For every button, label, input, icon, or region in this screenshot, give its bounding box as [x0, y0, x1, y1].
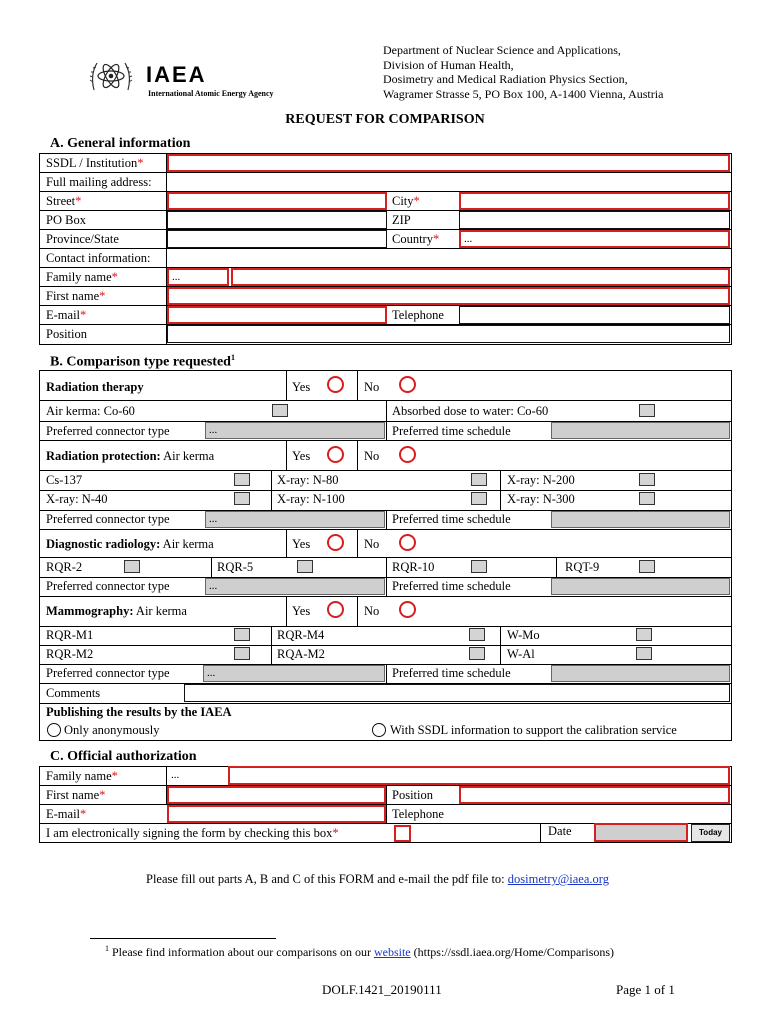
rp-connector-select[interactable]: ...: [205, 511, 385, 528]
mg-connector-select[interactable]: ...: [203, 665, 385, 682]
atom-emblem-icon: [88, 52, 134, 98]
family-name-field[interactable]: [231, 268, 730, 286]
footnote: $^1$ Please find information about our comparisons on our website (https://ssdl.iaea.org/Home/Comparisons): [105, 944, 615, 959]
address-line: Department of Nuclear Science and Applications,: [383, 43, 621, 57]
city-label: City*: [392, 194, 420, 208]
rt-no-radio[interactable]: [399, 376, 416, 393]
c-position-field[interactable]: [459, 786, 730, 804]
dr-rqt9-checkbox[interactable]: [639, 560, 655, 573]
comments-label: Comments: [46, 686, 101, 700]
po-box-field[interactable]: [167, 211, 387, 229]
diagnostic-title: Diagnostic radiology: Air kerma: [46, 537, 214, 551]
c-telephone-label: Telephone: [392, 807, 444, 821]
c-family-name-field[interactable]: [228, 766, 730, 785]
publish-anonymous-label: Only anonymously: [64, 723, 160, 737]
contact-email-link[interactable]: dosimetry@iaea.org: [507, 872, 609, 886]
header-address: [383, 43, 663, 101]
publish-with-ssdl-label: With SSDL information to support the calibration service: [390, 723, 677, 737]
dr-no-radio[interactable]: [399, 534, 416, 551]
first-name-label: First name*: [46, 289, 106, 303]
page-title: REQUEST FOR COMPARISON: [285, 112, 485, 127]
province-field[interactable]: [167, 230, 387, 248]
rt-no-label: No: [364, 380, 380, 394]
title-select[interactable]: ...: [167, 268, 229, 286]
family-name-label: Family name*: [46, 270, 118, 284]
mg-yes-radio[interactable]: [327, 601, 344, 618]
street-field[interactable]: [167, 192, 387, 210]
publish-anonymous-radio[interactable]: [47, 723, 61, 737]
rt-item2-label: Absorbed dose to water: Co-60: [392, 404, 549, 418]
publishing-title: Publishing the results by the IAEA: [46, 705, 232, 719]
rt-yes-label: Yes: [292, 380, 311, 394]
rt-item1-checkbox[interactable]: [272, 404, 288, 417]
rp-no-radio[interactable]: [399, 446, 416, 463]
logo-wordmark: IAEA: [146, 62, 207, 87]
dr-rqr5-label: RQR-5: [217, 560, 254, 574]
mg-wal-label: W-Al: [507, 647, 535, 661]
c-title-select[interactable]: ...: [167, 767, 227, 785]
zip-field[interactable]: [459, 211, 730, 229]
rt-time-label: Preferred time schedule: [392, 424, 511, 438]
mg-time-field[interactable]: [551, 665, 730, 682]
mg-rqrm4-checkbox[interactable]: [469, 628, 485, 641]
dr-yes-radio[interactable]: [327, 534, 344, 551]
position-label: Position: [46, 327, 87, 341]
po-box-label: PO Box: [46, 213, 86, 227]
rt-yes-radio[interactable]: [327, 376, 344, 393]
page-number: Page 1 of 1: [616, 982, 675, 997]
dr-rqr2-checkbox[interactable]: [124, 560, 140, 573]
dr-rqr10-checkbox[interactable]: [471, 560, 487, 573]
dr-connector-label: Preferred connector type: [46, 579, 170, 593]
mg-no-label: No: [364, 604, 380, 618]
rp-n300-label: X-ray: N-300: [507, 492, 575, 506]
rp-n100-label: X-ray: N-100: [277, 492, 345, 506]
section-c-title: C. Official authorization: [50, 749, 197, 764]
province-label: Province/State: [46, 232, 119, 246]
rp-n300-checkbox[interactable]: [639, 492, 655, 505]
agency-name: International Atomic Energy Agency: [148, 89, 274, 98]
street-label: Street*: [46, 194, 82, 208]
mg-time-label: Preferred time schedule: [392, 666, 511, 680]
full-mailing-label: Full mailing address:: [46, 175, 152, 189]
mg-rqrm2-checkbox[interactable]: [234, 647, 250, 660]
telephone-field[interactable]: [459, 306, 730, 324]
dr-connector-select[interactable]: ...: [205, 578, 385, 595]
mg-no-radio[interactable]: [399, 601, 416, 618]
telephone-label: Telephone: [392, 308, 444, 322]
mg-wmo-checkbox[interactable]: [636, 628, 652, 641]
iaea-logo: [88, 52, 298, 102]
mg-wal-checkbox[interactable]: [636, 647, 652, 660]
comments-field[interactable]: [184, 684, 730, 702]
radiation-therapy-title: Radiation therapy: [46, 380, 144, 394]
mg-rqrm1-checkbox[interactable]: [234, 628, 250, 641]
address-line: Wagramer Strasse 5, PO Box 100, A-1400 Vienna, Austria: [383, 86, 664, 101]
ssdl-institution-field[interactable]: [167, 154, 730, 172]
document-id: DOLF.1421_20190111: [322, 982, 442, 997]
date-field[interactable]: [594, 823, 688, 842]
c-first-name-field[interactable]: [167, 786, 386, 804]
c-email-label: E-mail*: [46, 807, 87, 821]
mg-wmo-label: W-Mo: [507, 628, 540, 642]
signing-label: I am electronically signing the form by checking this box*: [46, 826, 339, 840]
ssdl-label: SSDL / Institution*: [46, 156, 144, 170]
first-name-field[interactable]: [167, 287, 730, 305]
rt-item2-checkbox[interactable]: [639, 404, 655, 417]
c-first-name-label: First name*: [46, 788, 106, 802]
rp-cs137-checkbox[interactable]: [234, 473, 250, 486]
address-line: Dosimetry and Medical Radiation Physics Section,: [383, 72, 628, 86]
rp-time-field[interactable]: [551, 511, 730, 528]
dr-rqr10-label: RQR-10: [392, 560, 435, 574]
zip-label: ZIP: [392, 213, 411, 227]
mg-connector-label: Preferred connector type: [46, 666, 170, 680]
dr-rqt9-label: RQT-9: [565, 560, 600, 574]
rt-connector-label: Preferred connector type: [46, 424, 170, 438]
section-b-title: B. Comparison type requested$^1$: [50, 353, 235, 370]
rt-item1-label: Air kerma: Co-60: [46, 404, 135, 418]
rp-n40-checkbox[interactable]: [234, 492, 250, 505]
publish-with-ssdl-radio[interactable]: [372, 723, 386, 737]
dr-time-field[interactable]: [551, 578, 730, 595]
address-line: Division of Human Health,: [383, 57, 514, 72]
rp-time-label: Preferred time schedule: [392, 512, 511, 526]
dr-time-label: Preferred time schedule: [392, 579, 511, 593]
rp-connector-label: Preferred connector type: [46, 512, 170, 526]
contact-info-label: Contact information:: [46, 251, 151, 265]
dr-rqr2-label: RQR-2: [46, 560, 83, 574]
c-family-name-label: Family name*: [46, 769, 118, 783]
rp-no-label: No: [364, 449, 380, 463]
email-label: E-mail*: [46, 308, 87, 322]
website-link[interactable]: website: [373, 945, 411, 959]
signing-checkbox[interactable]: [394, 825, 411, 842]
rp-n200-label: X-ray: N-200: [507, 473, 575, 487]
today-button[interactable]: Today: [691, 824, 730, 842]
position-field[interactable]: [167, 325, 730, 343]
mg-rqrm2-label: RQR-M2: [46, 647, 94, 661]
section-a-title: A. General information: [50, 136, 191, 151]
c-position-label: Position: [392, 788, 433, 802]
mg-rqrm4-label: RQR-M4: [277, 628, 325, 642]
mg-yes-label: Yes: [292, 604, 311, 618]
mg-rqrm1-label: RQR-M1: [46, 628, 94, 642]
rp-n100-checkbox[interactable]: [471, 492, 487, 505]
rp-cs137-label: Cs-137: [46, 473, 83, 487]
radiation-protection-title: Radiation protection: Air kerma: [46, 449, 215, 463]
country-label: Country*: [392, 232, 440, 246]
dr-rqr5-checkbox[interactable]: [297, 560, 313, 573]
country-select[interactable]: ...: [459, 230, 730, 248]
rp-yes-label: Yes: [292, 449, 311, 463]
mammography-title: Mammography: Air kerma: [46, 604, 187, 618]
dr-yes-label: Yes: [292, 537, 311, 551]
c-email-field[interactable]: [167, 805, 386, 823]
dr-no-label: No: [364, 537, 380, 551]
rp-n200-checkbox[interactable]: [639, 473, 655, 486]
rp-n40-label: X-ray: N-40: [46, 492, 108, 506]
email-field[interactable]: [167, 306, 387, 324]
mg-rqam2-checkbox[interactable]: [469, 647, 485, 660]
rt-connector-select[interactable]: ...: [205, 422, 385, 439]
mg-rqam2-label: RQA-M2: [277, 647, 325, 661]
rt-time-field[interactable]: [551, 422, 730, 439]
rp-n80-checkbox[interactable]: [471, 473, 487, 486]
footnote-divider: [90, 938, 276, 939]
city-field[interactable]: [459, 192, 730, 210]
rp-n80-label: X-ray: N-80: [277, 473, 339, 487]
date-label: Date: [548, 824, 572, 838]
instructions-text: Please fill out parts A, B and C of this FORM and e-mail the pdf file to: dosimetry@iaea.org: [146, 872, 609, 886]
rp-yes-radio[interactable]: [327, 446, 344, 463]
